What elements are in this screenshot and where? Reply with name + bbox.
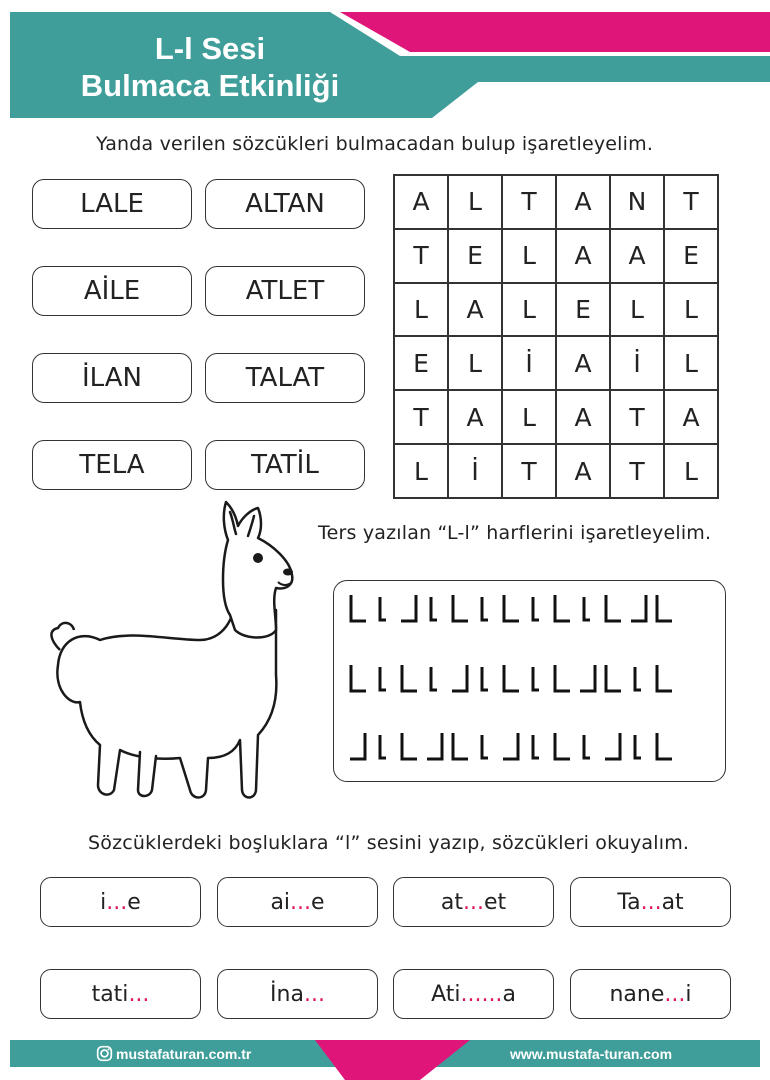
letter-glyph[interactable]	[654, 593, 674, 623]
grid-cell: T	[502, 444, 556, 498]
fill-in-gap: ...	[303, 981, 325, 1007]
letter-glyph[interactable]	[654, 663, 674, 693]
letter-row	[348, 663, 674, 693]
fill-in-post: e	[127, 889, 141, 915]
grid-cell: İ	[448, 444, 502, 498]
grid-cell: A	[448, 283, 502, 337]
letter-glyph[interactable]	[527, 663, 547, 693]
fill-in-pre: i	[100, 889, 107, 915]
letter-glyph[interactable]	[501, 663, 521, 693]
letter-glyph[interactable]	[578, 593, 598, 623]
letter-glyph[interactable]	[399, 663, 419, 693]
fill-in-box[interactable]	[393, 877, 554, 927]
fill-in-box[interactable]	[570, 969, 731, 1019]
fill-in-pre: Ati	[431, 981, 461, 1007]
footer-website-link[interactable]: www.mustafa-turan.com	[510, 1046, 673, 1062]
letter-glyph[interactable]	[374, 731, 394, 761]
grid-cell: L	[610, 283, 664, 337]
grid-cell: E	[664, 229, 718, 283]
grid-cell: A	[448, 390, 502, 444]
grid-cell: T	[610, 444, 664, 498]
grid-cell: A	[556, 390, 610, 444]
fill-in-pre: nane	[609, 981, 665, 1007]
letter-glyph[interactable]	[476, 593, 496, 623]
grid-cell: L	[502, 283, 556, 337]
letter-glyph[interactable]	[501, 731, 521, 761]
grid-cell: İ	[502, 336, 556, 390]
fill-in-gap: ...	[290, 889, 312, 915]
fill-in-pre: İna	[270, 981, 304, 1007]
grid-cell: A	[556, 229, 610, 283]
fill-in-gap: ...	[128, 981, 150, 1007]
fill-in-box[interactable]	[40, 877, 201, 927]
letter-glyph[interactable]	[476, 731, 496, 761]
word-box: ALTAN	[205, 179, 365, 229]
grid-cell: A	[394, 175, 448, 229]
grid-cell: L	[502, 390, 556, 444]
grid-cell: L	[502, 229, 556, 283]
fill-in-gap: ......	[460, 981, 503, 1007]
grid-cell: E	[448, 229, 502, 283]
grid-cell: T	[610, 390, 664, 444]
fill-in-pre: ai	[270, 889, 291, 915]
grid-cell: E	[394, 336, 448, 390]
letter-row	[348, 593, 674, 623]
word-box: TALAT	[205, 353, 365, 403]
grid-cell: L	[664, 444, 718, 498]
letter-glyph[interactable]	[348, 663, 368, 693]
title-line-1: L-l Sesi	[154, 31, 266, 66]
grid-cell: L	[664, 336, 718, 390]
grid-cell: İ	[610, 336, 664, 390]
word-search-grid	[393, 174, 719, 499]
letter-glyph[interactable]	[527, 593, 547, 623]
word-box: TATİL	[205, 440, 365, 490]
fill-in-box[interactable]	[570, 877, 731, 927]
letter-glyph[interactable]	[603, 593, 623, 623]
grid-cell: A	[556, 336, 610, 390]
instruction-fill-blanks: Sözcüklerdeki boşluklara “l” sesini yazıp, sözcükleri okuyalım.	[88, 832, 690, 854]
reversed-letters-panel	[333, 580, 726, 782]
letter-glyph[interactable]	[348, 731, 368, 761]
instruction-find-words: Yanda verilen sözcükleri bulmacadan bulup işaretleyelim.	[96, 133, 654, 155]
letter-glyph[interactable]	[629, 731, 649, 761]
grid-cell: A	[610, 229, 664, 283]
letter-glyph[interactable]	[552, 731, 572, 761]
letter-glyph[interactable]	[603, 731, 623, 761]
word-box: İLAN	[32, 353, 192, 403]
grid-cell: A	[556, 175, 610, 229]
grid-cell: T	[664, 175, 718, 229]
fill-in-post: et	[483, 889, 507, 915]
fill-in-pre: at	[440, 889, 463, 915]
letter-glyph[interactable]	[450, 731, 470, 761]
fill-in-post: i	[685, 981, 692, 1007]
grid-cell: E	[556, 283, 610, 337]
letter-glyph[interactable]	[374, 663, 394, 693]
grid-cell: A	[556, 444, 610, 498]
fill-in-gap: ...	[106, 889, 128, 915]
letter-row	[348, 731, 674, 761]
letter-glyph[interactable]	[348, 593, 368, 623]
fill-in-box[interactable]	[217, 969, 378, 1019]
instagram-icon	[96, 1045, 113, 1062]
letter-glyph[interactable]	[578, 663, 598, 693]
letter-glyph[interactable]	[552, 593, 572, 623]
fill-in-pre: Ta	[617, 889, 641, 915]
title-line-2: Bulmaca Etkinliği	[80, 68, 340, 103]
fill-in-post: at	[661, 889, 684, 915]
letter-glyph[interactable]	[629, 593, 649, 623]
grid-cell: T	[394, 229, 448, 283]
letter-glyph[interactable]	[501, 593, 521, 623]
fill-in-post: e	[311, 889, 325, 915]
fill-in-pre: tati	[91, 981, 129, 1007]
letter-glyph[interactable]	[425, 731, 445, 761]
letter-glyph[interactable]	[450, 663, 470, 693]
fill-in-post: a	[502, 981, 516, 1007]
letter-glyph[interactable]	[399, 731, 419, 761]
grid-cell: L	[394, 444, 448, 498]
instruction-reversed-letters: Ters yazılan “L-l” harflerini işaretleyelim.	[318, 522, 712, 544]
grid-cell: N	[610, 175, 664, 229]
letter-glyph[interactable]	[374, 593, 394, 623]
letter-glyph[interactable]	[476, 663, 496, 693]
alpaca-illustration	[40, 490, 325, 810]
letter-glyph[interactable]	[578, 731, 598, 761]
page-title	[40, 30, 380, 104]
word-box: ATLET	[205, 266, 365, 316]
word-box: LALE	[32, 179, 192, 229]
letter-glyph[interactable]	[552, 663, 572, 693]
fill-in-gap: ...	[664, 981, 686, 1007]
fill-in-box[interactable]	[393, 969, 554, 1019]
letter-glyph[interactable]	[425, 663, 445, 693]
grid-cell: L	[394, 283, 448, 337]
fill-in-gap: ...	[462, 889, 484, 915]
fill-in-gap: ...	[640, 889, 662, 915]
letter-glyph[interactable]	[425, 593, 445, 623]
grid-cell: A	[664, 390, 718, 444]
letter-glyph[interactable]	[629, 663, 649, 693]
grid-cell: T	[394, 390, 448, 444]
word-box: AİLE	[32, 266, 192, 316]
grid-cell: T	[502, 175, 556, 229]
grid-cell: L	[448, 336, 502, 390]
letter-glyph[interactable]	[450, 593, 470, 623]
fill-in-box[interactable]	[40, 969, 201, 1019]
footer-instagram-handle[interactable]: mustafaturan.com.tr	[116, 1046, 252, 1062]
letter-glyph[interactable]	[527, 731, 547, 761]
word-box: TELA	[32, 440, 192, 490]
fill-in-box[interactable]	[217, 877, 378, 927]
grid-cell: L	[448, 175, 502, 229]
letter-glyph[interactable]	[399, 593, 419, 623]
letter-glyph[interactable]	[603, 663, 623, 693]
grid-cell: L	[664, 283, 718, 337]
letter-glyph[interactable]	[654, 731, 674, 761]
